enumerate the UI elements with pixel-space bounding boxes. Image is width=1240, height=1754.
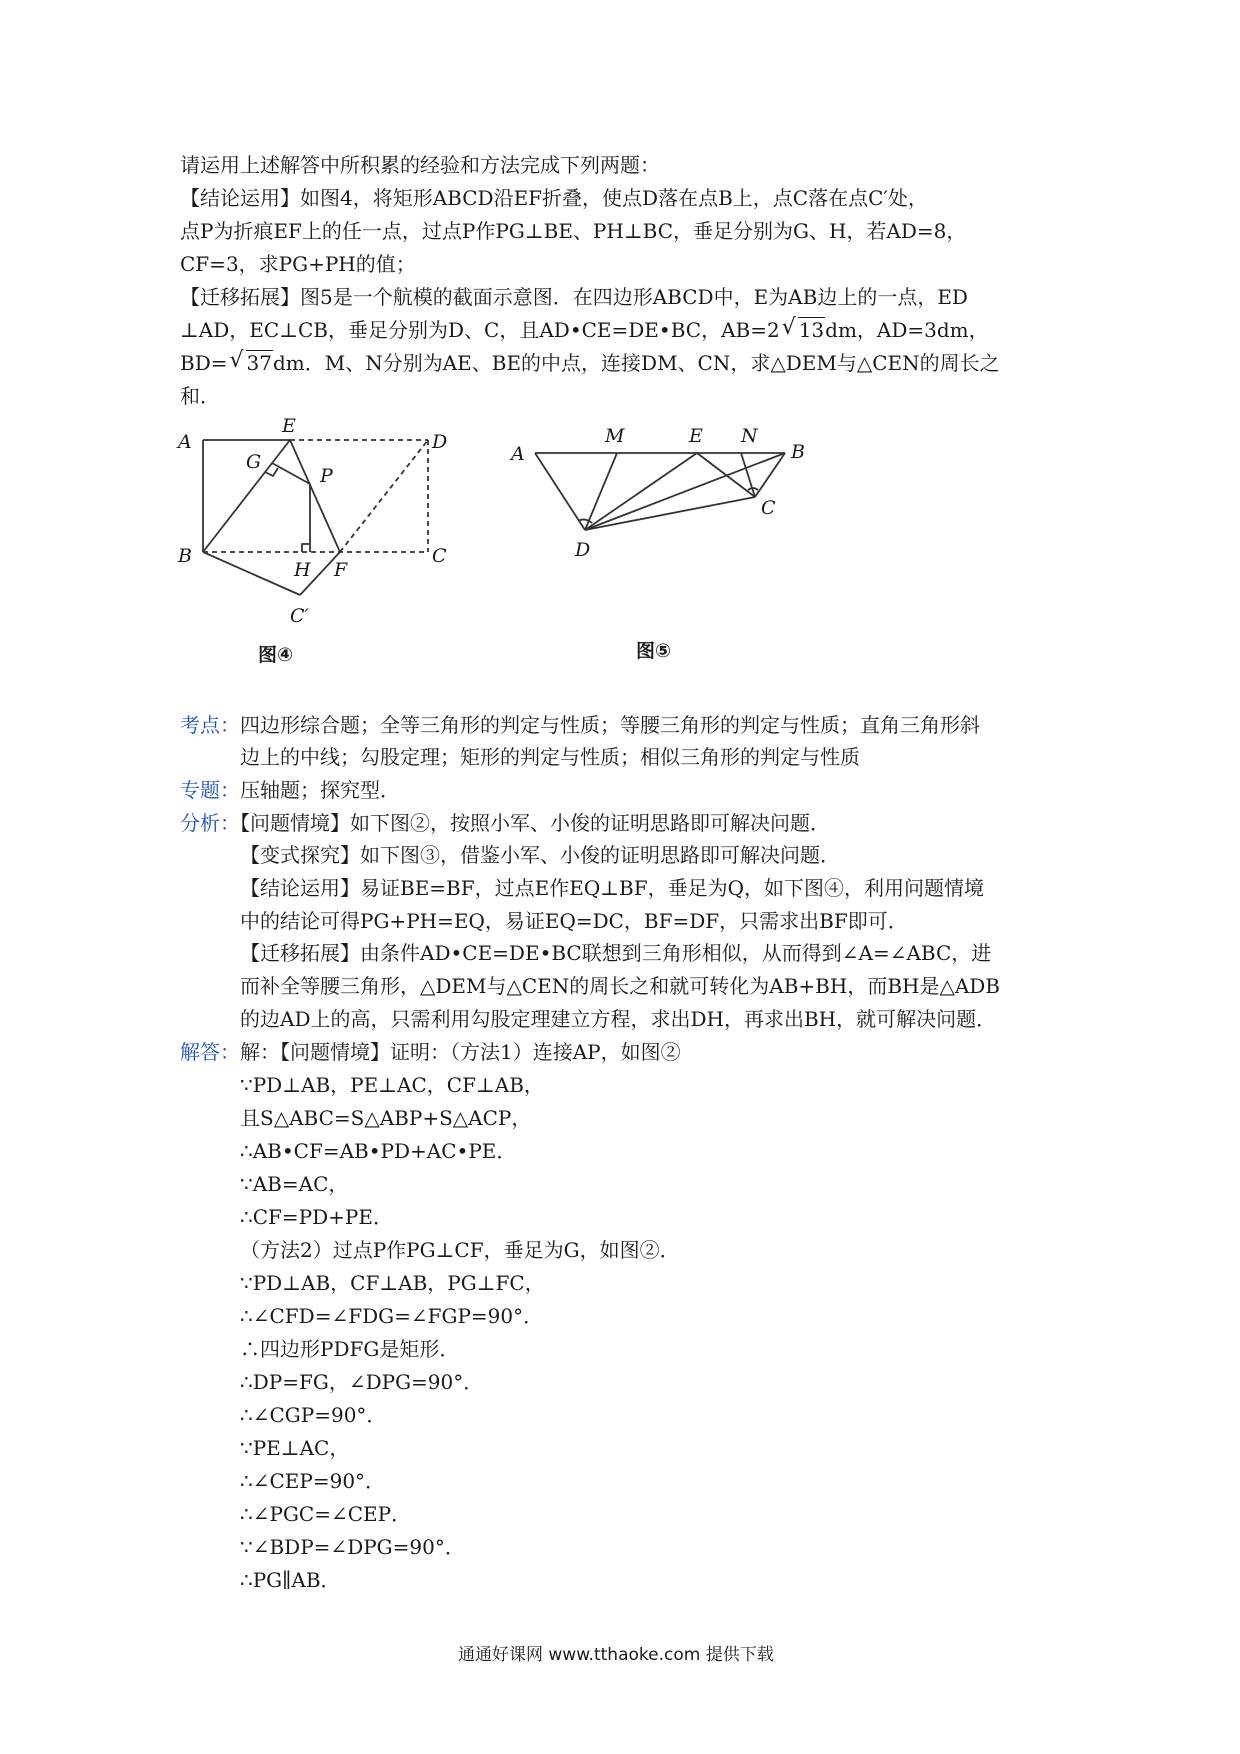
- jieda-line-7: ∵PD⊥AB，CF⊥AB，PG⊥FC，: [240, 1271, 545, 1295]
- page-footer: 通通好课网 www.tthaoke.com 提供下载: [458, 1645, 774, 1665]
- fig5-label-A: A: [511, 443, 525, 465]
- fig5-label-D: D: [575, 539, 591, 561]
- zhuanti-text: 压轴题；探究型．: [240, 778, 400, 802]
- kaodian-label: 考点：: [180, 713, 240, 737]
- fig5-label-C: C: [761, 497, 776, 519]
- problem-b-line-4: 和．: [180, 384, 220, 408]
- figure-4: [170, 410, 460, 650]
- figure-5-caption: 图⑤: [636, 640, 672, 662]
- fenxi-line-5: 【迁移拓展】由条件AD•CE=DE•BC联想到三角形相似，从而得到∠A=∠ABC，进: [240, 941, 992, 965]
- sqrt-37: √ 37: [229, 348, 272, 375]
- problem-a-line-2: 点P为折痕EF上的任一点，过点P作PG⊥BE、PH⊥BC，垂足分别为G、H，若AD=8，: [180, 219, 967, 243]
- jieda-line-12: ∵PE⊥AC，: [240, 1436, 350, 1460]
- jieda-line-1: ∵PD⊥AB，PE⊥AC，CF⊥AB，: [240, 1073, 544, 1097]
- problem-b-line-2-post: dm，AD=3dm，: [825, 318, 989, 342]
- zhuanti-row: [180, 775, 400, 805]
- jieda-line-14: ∴∠PGC=∠CEP．: [240, 1502, 412, 1526]
- jieda-line-10: ∴DP=FG，∠DPG=90°．: [240, 1370, 484, 1394]
- intro-text: 请运用上述解答中所积累的经验和方法完成下列两题：: [180, 153, 660, 177]
- fenxi-label: 分析：: [180, 811, 240, 835]
- jieda-line-9: ∴四边形PDFG是矩形．: [240, 1337, 460, 1361]
- figure-4-caption: 图④: [258, 644, 294, 666]
- jieda-label: 解答：: [180, 1040, 240, 1064]
- fenxi-line-6: 而补全等腰三角形，△DEM与△CEN的周长之和就可转化为AB+BH，而BH是△ADB: [240, 974, 1001, 998]
- sqrt-13-radicand: 13: [798, 318, 825, 342]
- problem-b-line-1: 【迁移拓展】图5是一个航模的截面示意图．在四边形ABCD中，E为AB边上的一点，ED: [180, 285, 968, 309]
- jieda-line-2: 且S△ABC=S△ABP+S△ACP，: [240, 1106, 532, 1130]
- fenxi-line-1: 【问题情境】如下图②，按照小军、小俊的证明思路即可解决问题．: [240, 811, 830, 835]
- fenxi-line-4: 中的结论可得PG+PH=EQ，易证EQ=DC，BF=DF，只需求出BF即可．: [240, 909, 908, 933]
- jieda-line-16: ∴PG∥AB．: [240, 1568, 341, 1592]
- fig4-label-H: H: [294, 559, 311, 581]
- jieda-line-4: ∵AB=AC，: [240, 1172, 349, 1196]
- fig4-label-P: P: [320, 465, 333, 487]
- jieda-first: 解：【问题情境】证明：（方法1）连接AP，如图②: [240, 1040, 681, 1064]
- zhuanti-label: 专题：: [180, 778, 240, 802]
- sqrt-37-radicand: 37: [246, 351, 272, 375]
- problem-b-line-3: [180, 348, 1000, 378]
- jieda-line-8: ∴∠CFD=∠FDG=∠FGP=90°．: [240, 1304, 544, 1328]
- jieda-line-15: ∵∠BDP=∠DPG=90°．: [240, 1535, 465, 1559]
- sqrt-13: √ 13: [781, 315, 825, 342]
- jieda-line-13: ∴∠CEP=90°．: [240, 1469, 386, 1493]
- jieda-line-5: ∴CF=PD+PE．: [240, 1205, 393, 1229]
- kaodian-line-2: 边上的中线；勾股定理；矩形的判定与性质；相似三角形的判定与性质: [240, 745, 860, 769]
- fenxi-line-7: 的边AD上的高，只需利用勾股定理建立方程，求出DH，再求出BH，就可解决问题．: [240, 1007, 997, 1031]
- fig4-label-E: E: [282, 415, 296, 437]
- problem-a-line-3: CF=3，求PG+PH的值；: [180, 252, 416, 276]
- jieda-line-3: ∴AB•CF=AB•PD+AC•PE．: [240, 1139, 517, 1163]
- problem-b-line-2-pre: ⊥AD，EC⊥CB，垂足分别为D、C，且AD•CE=DE•BC，AB=2: [180, 318, 780, 342]
- fig5-label-B: B: [791, 441, 805, 463]
- fig4-label-G: G: [246, 451, 262, 473]
- problem-b-line-3-post: dm．M、N分别为AE、BE的中点，连接DM、CN，求△DEM与△CEN的周长之: [272, 351, 1000, 375]
- fig4-label-A: A: [178, 431, 192, 453]
- fig5-label-E: E: [689, 425, 703, 447]
- fenxi-line-2: 【变式探究】如下图③，借鉴小军、小俊的证明思路即可解决问题．: [240, 843, 840, 867]
- fig5-label-N: N: [741, 425, 758, 447]
- fenxi-line-3: 【结论运用】易证BE=BF，过点E作EQ⊥BF，垂足为Q，如下图④，利用问题情境: [240, 876, 985, 900]
- figure-5: [505, 420, 825, 570]
- fig4-label-B: B: [178, 545, 192, 567]
- fenxi-row-1: [180, 808, 830, 838]
- fig4-label-D: D: [432, 431, 448, 453]
- problem-b-line-3-pre: BD=: [180, 351, 228, 375]
- jieda-row-1: [180, 1037, 681, 1067]
- problem-a-line-1: 【结论运用】如图4，将矩形ABCD沿EF折叠，使点D落在点B上，点C落在点C′处，: [180, 186, 928, 210]
- jieda-line-6: （方法2）过点P作PG⊥CF，垂足为G，如图②．: [240, 1238, 680, 1262]
- jieda-line-11: ∴∠CGP=90°．: [240, 1403, 387, 1427]
- fig5-label-M: M: [605, 425, 625, 447]
- fig4-label-C-prime: C′: [290, 605, 309, 627]
- problem-b-line-2: [180, 315, 989, 345]
- fig4-label-F: F: [334, 559, 348, 581]
- kaodian-line-1: 四边形综合题；全等三角形的判定与性质；等腰三角形的判定与性质；直角三角形斜: [240, 713, 980, 737]
- kaodian-row-1: [180, 710, 980, 740]
- fig4-label-C: C: [432, 545, 447, 567]
